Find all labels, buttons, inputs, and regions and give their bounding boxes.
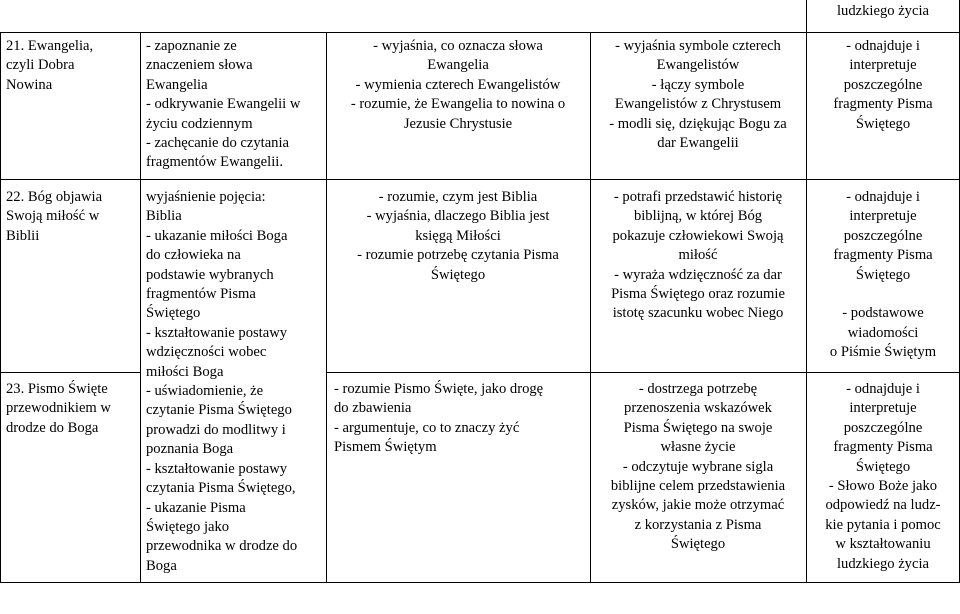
column-divider-3 (590, 32, 591, 583)
topic-cell: 21. Ewangelia, czyli Dobra Nowina (6, 38, 94, 93)
extended-requirements-cell: - dostrzega potrzebę przenoszenia wskazówek Pisma Świętego na swoje własne życie - odczytuje wybrane sigla biblijne celem przedstawienia zysków, jakie może otrzymać z korzystania z Pisma Świętego (610, 381, 786, 553)
basic-requirements-cell: - rozumie, czym jest Biblia - wyjaśnia, dlaczego Biblia jest księgą Miłości - rozumie potrzebę czytania Pisma Świętego (357, 189, 559, 283)
basic-requirements-cell: - wyjaśnia, co oznacza słowa Ewangelia - wymienia czterech Ewangelistów - rozumie, że Ewangelia to nowina o Jezusie Chrystusie (350, 38, 566, 132)
basic-requirements-cell: - rozumie Pismo Święte, jako drogę do zbawienia - argumentuje, co to znaczy żyć Pismem Świętym (334, 381, 544, 456)
cross-curricular-cell: - odnajduje i interpretuje poszczególne fragmenty Pisma Świętego - Słowo Boże jako odpowiedź na ludz- kie pytania i pomoc w kształtowaniu ludzkiego życia (825, 381, 941, 572)
topic-cell: 23. Pismo Święte przewodnikiem w drodze do Boga (6, 381, 111, 436)
column-divider-1 (140, 32, 141, 583)
previous-page-continuation: ludzkiego życia (837, 3, 929, 19)
cross-curricular-cell: - odnajduje i interpretuje poszczególne fragmenty Pisma Świętego (833, 38, 933, 132)
row-divider-22-23 (0, 372, 140, 373)
cross-curricular-cell: - odnajduje i interpretuje poszczególne fragmenty Pisma Świętego - podstawowe wiadomości o Piśmie Świętym (829, 189, 937, 361)
topic-cell: 22. Bóg objawia Swoją miłość w Biblii (6, 189, 103, 244)
table-border-left (0, 32, 1, 583)
row-divider-22-23-right (326, 372, 960, 373)
row-divider-21-22 (0, 179, 960, 180)
content-cell: wyjaśnienie pojęcia: Biblia - ukazanie miłości Boga do człowieka na podstawie wybranych fragmentów Pisma Świętego - kształtowanie postawy wdzięczności wobec miłości Boga - uświadomienie, że czytanie Pisma Świętego prowadzi do modlitwy i poznania Boga - kształtowanie postawy czytania Pisma Świętego, - ukazanie Pisma Świętego jako przewodnika w drodze do Boga (146, 189, 298, 574)
table-border-top (0, 32, 960, 33)
extended-requirements-cell: - wyjaśnia symbole czterech Ewangelistów - łączy symbole Ewangelistów z Chrystusem - modli się, dziękując Bogu za dar Ewangelii (609, 38, 787, 152)
table-border-bottom (0, 582, 960, 583)
column-divider-2 (326, 32, 327, 583)
extended-requirements-cell: - potrafi przedstawić historię biblijną, w której Bóg pokazuje człowiekowi Swoją miłość - wyraża wdzięczność za dar Pisma Świętego oraz rozumie istotę szacunku wobec Niego (611, 189, 785, 322)
content-cell: - zapoznanie ze znaczeniem słowa Ewangelia - odkrywanie Ewangelii w życiu codziennym - zachęcanie do czytania fragmentów Ewangelii. (146, 38, 301, 171)
